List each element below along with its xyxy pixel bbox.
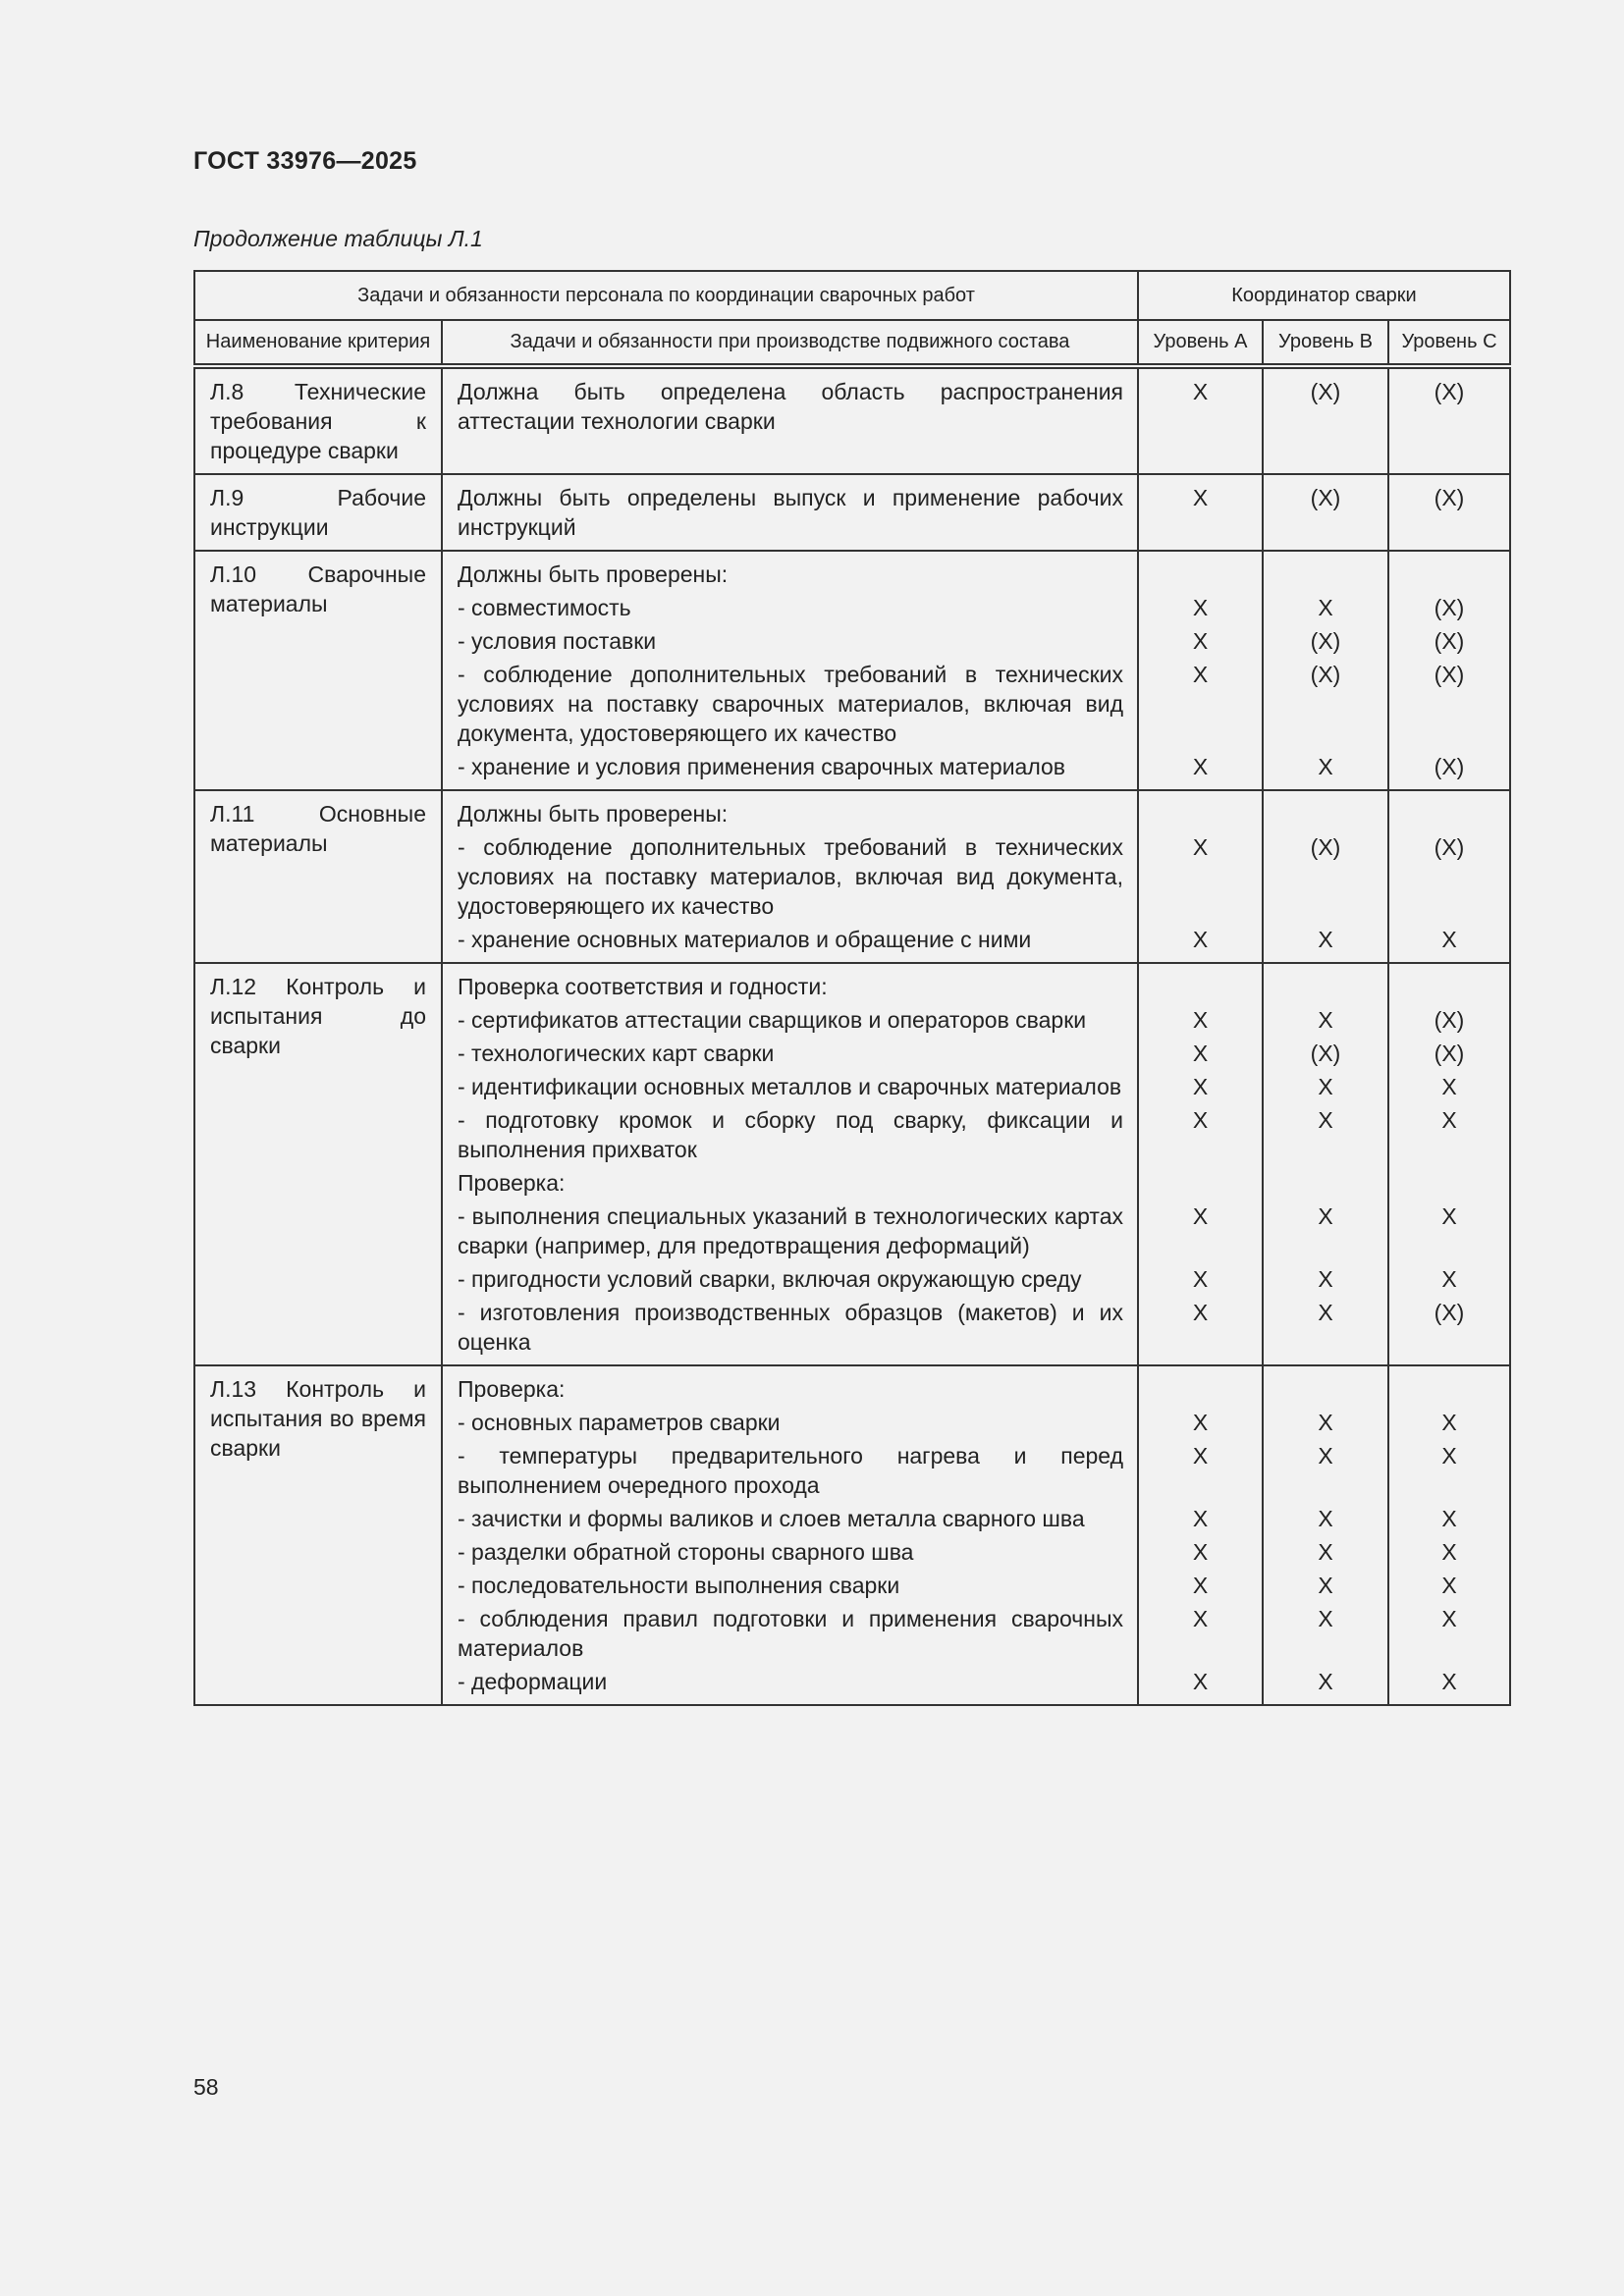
header-tasks: Задачи и обязанности при производстве подвижного состава (442, 320, 1138, 366)
level-b-mark: X (1318, 1007, 1333, 1033)
task-line: Должны быть определены выпуск и применение рабочих инструкций (458, 485, 1123, 540)
level-b-mark: (X) (1310, 1041, 1341, 1066)
level-c-mark: (X) (1434, 834, 1465, 860)
table-row (194, 366, 1510, 474)
level-b-mark: (X) (1310, 379, 1341, 404)
level-b-mark: X (1318, 927, 1333, 952)
level-a-mark: X (1192, 834, 1209, 860)
task-list (443, 964, 1137, 1364)
task-line: - соблюдение дополнительных требований в технических условиях на поставку материалов, включая вид документа, удостоверяющего их качество (458, 834, 1123, 919)
level-b-cell (1263, 366, 1388, 474)
criterion-cell: Л.12 Контроль и испытания до сварки (194, 963, 442, 1365)
task-line: Проверка: (458, 1170, 566, 1196)
level-a-marks (1139, 1366, 1262, 1704)
level-c-mark (1389, 558, 1509, 591)
header-level-c: Уровень С (1388, 320, 1510, 366)
level-a-mark: X (1192, 927, 1209, 952)
header-level-a: Уровень А (1138, 320, 1263, 366)
level-c-mark: (X) (1434, 379, 1465, 404)
level-c-cell (1388, 963, 1510, 1365)
level-b-cell (1263, 1365, 1388, 1705)
task-line: - выполнения специальных указаний в технологических картах сварки (например, для предотвращения деформаций) (458, 1203, 1123, 1258)
level-c-marks (1389, 791, 1509, 962)
level-b-mark: X (1318, 1539, 1333, 1565)
level-b-mark (1264, 1166, 1387, 1200)
level-c-mark: (X) (1434, 1007, 1465, 1033)
table-caption: Продолжение таблицы Л.1 (193, 226, 483, 251)
level-c-cell (1388, 790, 1510, 963)
level-a-mark: X (1192, 1007, 1209, 1033)
level-b-mark: X (1318, 1669, 1333, 1694)
header-personnel-tasks: Задачи и обязанности персонала по координации сварочных работ (194, 271, 1138, 320)
level-c-mark: X (1441, 1107, 1457, 1133)
level-c-marks (1389, 1366, 1509, 1704)
level-a-cell (1138, 366, 1263, 474)
task-line: - сертификатов аттестации сварщиков и операторов сварки (458, 1007, 1087, 1033)
level-a-mark: X (1192, 754, 1209, 779)
tasks-cell (442, 551, 1138, 790)
level-b-mark: X (1318, 1266, 1333, 1292)
level-c-mark: X (1441, 1539, 1457, 1565)
criterion-cell: Л.11 Основные материалы (194, 790, 442, 963)
level-c-mark: X (1441, 1573, 1457, 1598)
criterion-cell: Л.10 Сварочные материалы (194, 551, 442, 790)
table-body (194, 366, 1510, 1705)
level-b-mark (1264, 797, 1387, 830)
level-c-mark: X (1441, 1203, 1457, 1229)
task-line: - идентификации основных металлов и сварочных материалов (458, 1074, 1122, 1099)
level-a-mark: X (1192, 1443, 1209, 1468)
level-b-mark (1264, 1372, 1387, 1406)
level-a-mark: X (1192, 1300, 1209, 1325)
level-b-mark: X (1318, 1074, 1333, 1099)
level-a-mark: X (1192, 595, 1209, 620)
header-criterion: Наименование критерия (194, 320, 442, 366)
level-c-mark: (X) (1434, 628, 1465, 654)
task-line: Проверка: (458, 1376, 566, 1402)
level-a-mark: X (1192, 1410, 1209, 1435)
header-level-b: Уровень В (1263, 320, 1388, 366)
level-c-mark: X (1441, 1266, 1457, 1292)
task-line: - технологических карт сварки (458, 1041, 775, 1066)
level-a-cell (1138, 1365, 1263, 1705)
tasks-cell (442, 1365, 1138, 1705)
task-list (443, 1366, 1137, 1704)
tasks-cell (442, 790, 1138, 963)
task-list (443, 791, 1137, 962)
task-line: - изготовления производственных образцов (макетов) и их оценка (458, 1300, 1123, 1355)
page-number: 58 (193, 2074, 219, 2100)
task-line: - пригодности условий сварки, включая окружающую среду (458, 1266, 1082, 1292)
task-line: Проверка соответствия и годности: (458, 974, 828, 999)
level-c-mark: (X) (1434, 1300, 1465, 1325)
level-c-mark: (X) (1434, 754, 1465, 779)
level-a-cell (1138, 474, 1263, 551)
level-b-cell (1263, 474, 1388, 551)
level-c-mark: X (1441, 1443, 1457, 1468)
task-line: - деформации (458, 1669, 608, 1694)
tasks-cell (442, 474, 1138, 551)
level-c-mark: X (1441, 1506, 1457, 1531)
level-a-mark (1139, 558, 1262, 591)
level-a-mark: X (1192, 1041, 1209, 1066)
task-line: - основных параметров сварки (458, 1410, 781, 1435)
criterion-cell: Л.9 Рабочие инструкции (194, 474, 442, 551)
task-line: - хранение и условия применения сварочных материалов (458, 754, 1066, 779)
level-a-mark (1139, 1372, 1262, 1406)
level-b-mark (1264, 970, 1387, 1003)
level-b-cell (1263, 963, 1388, 1365)
tasks-cell (442, 366, 1138, 474)
level-c-mark: X (1441, 1606, 1457, 1631)
level-b-marks (1264, 475, 1387, 550)
level-c-cell (1388, 1365, 1510, 1705)
level-c-mark: (X) (1434, 485, 1465, 510)
task-list (443, 369, 1137, 444)
task-line: - соблюдение дополнительных требований в технических условиях на поставку сварочных материалов, включая вид документа, удостоверяющего их качество (458, 662, 1123, 746)
level-a-mark: X (1192, 1107, 1209, 1133)
task-line: Должны быть проверены: (458, 801, 729, 827)
header-welding-coordinator: Координатор сварки (1138, 271, 1510, 320)
level-c-mark: X (1441, 1669, 1457, 1694)
level-a-mark (1139, 970, 1262, 1003)
level-c-mark (1389, 797, 1509, 830)
level-a-mark (1139, 1166, 1262, 1200)
level-a-marks (1139, 791, 1262, 962)
task-line: - хранение основных материалов и обращение с ними (458, 927, 1032, 952)
level-b-mark: X (1318, 1506, 1333, 1531)
level-c-mark: (X) (1434, 1041, 1465, 1066)
level-a-mark: X (1192, 1266, 1209, 1292)
level-a-marks (1139, 964, 1262, 1364)
task-line: - последовательности выполнения сварки (458, 1573, 900, 1598)
level-a-mark: X (1192, 485, 1209, 510)
level-c-mark (1389, 1166, 1509, 1200)
task-line: - подготовку кромок и сборку под сварку, фиксации и выполнения прихваток (458, 1107, 1123, 1162)
level-b-mark: X (1318, 1300, 1333, 1325)
level-a-cell (1138, 551, 1263, 790)
table-row (194, 551, 1510, 790)
task-line: Должна быть определена область распространения аттестации технологии сварки (458, 379, 1123, 434)
level-a-mark: X (1192, 1573, 1209, 1598)
level-b-cell (1263, 790, 1388, 963)
task-line: - условия поставки (458, 628, 657, 654)
level-b-mark: (X) (1310, 662, 1341, 687)
level-b-mark: X (1318, 1606, 1333, 1631)
level-a-cell (1138, 790, 1263, 963)
level-b-mark (1264, 558, 1387, 591)
level-c-marks (1389, 475, 1509, 550)
level-a-mark: X (1192, 1506, 1209, 1531)
level-c-mark: X (1441, 927, 1457, 952)
level-b-marks (1264, 791, 1387, 962)
level-a-mark: X (1192, 1539, 1209, 1565)
task-line: - температуры предварительного нагрева и перед выполнением очередного прохода (458, 1443, 1123, 1498)
level-c-cell (1388, 366, 1510, 474)
level-c-mark: (X) (1434, 662, 1465, 687)
task-line: - соблюдения правил подготовки и применения сварочных материалов (458, 1606, 1123, 1661)
level-b-marks (1264, 369, 1387, 444)
task-line: - разделки обратной стороны сварного шва (458, 1539, 914, 1565)
level-b-marks (1264, 964, 1387, 1364)
table-row (194, 963, 1510, 1365)
table-header-group-row (194, 271, 1510, 320)
level-a-cell (1138, 963, 1263, 1365)
level-b-mark: X (1318, 1410, 1333, 1435)
level-b-marks (1264, 552, 1387, 789)
level-c-marks (1389, 552, 1509, 789)
level-b-mark: X (1318, 1443, 1333, 1468)
task-line: - совместимость (458, 595, 631, 620)
level-b-mark: X (1318, 1573, 1333, 1598)
level-c-mark (1389, 970, 1509, 1003)
level-b-mark: (X) (1310, 485, 1341, 510)
level-b-mark: X (1318, 754, 1333, 779)
level-c-mark: (X) (1434, 595, 1465, 620)
task-line: Должны быть проверены: (458, 561, 729, 587)
level-b-mark: X (1318, 1107, 1333, 1133)
level-b-mark: (X) (1310, 628, 1341, 654)
level-a-mark: X (1192, 379, 1209, 404)
level-a-mark: X (1192, 1203, 1209, 1229)
level-c-mark: X (1441, 1074, 1457, 1099)
level-c-cell (1388, 551, 1510, 790)
task-list (443, 475, 1137, 550)
level-c-mark: X (1441, 1410, 1457, 1435)
level-a-mark: X (1192, 662, 1209, 687)
level-b-mark: (X) (1310, 834, 1341, 860)
level-a-mark (1139, 797, 1262, 830)
criterion-cell: Л.13 Контроль и испытания во время сварки (194, 1365, 442, 1705)
level-b-mark: X (1318, 1203, 1333, 1229)
level-a-mark: X (1192, 1074, 1209, 1099)
table-header-row (194, 320, 1510, 366)
table-row (194, 474, 1510, 551)
level-c-mark (1389, 1372, 1509, 1406)
document-code: ГОСТ 33976—2025 (193, 147, 417, 175)
level-c-cell (1388, 474, 1510, 551)
level-a-mark: X (1192, 1606, 1209, 1631)
task-line: - зачистки и формы валиков и слоев металла сварного шва (458, 1506, 1085, 1531)
level-b-cell (1263, 551, 1388, 790)
level-a-mark: X (1192, 628, 1209, 654)
task-list (443, 552, 1137, 789)
level-b-mark: X (1318, 595, 1333, 620)
table-row (194, 1365, 1510, 1705)
level-a-mark: X (1192, 1669, 1209, 1694)
level-a-marks (1139, 475, 1262, 550)
criterion-cell: Л.8 Технические требования к процедуре сварки (194, 366, 442, 474)
criteria-table (193, 270, 1511, 1706)
level-a-marks (1139, 369, 1262, 444)
level-a-marks (1139, 552, 1262, 789)
level-c-marks (1389, 964, 1509, 1364)
tasks-cell (442, 963, 1138, 1365)
table-row (194, 790, 1510, 963)
level-b-marks (1264, 1366, 1387, 1704)
level-c-marks (1389, 369, 1509, 444)
